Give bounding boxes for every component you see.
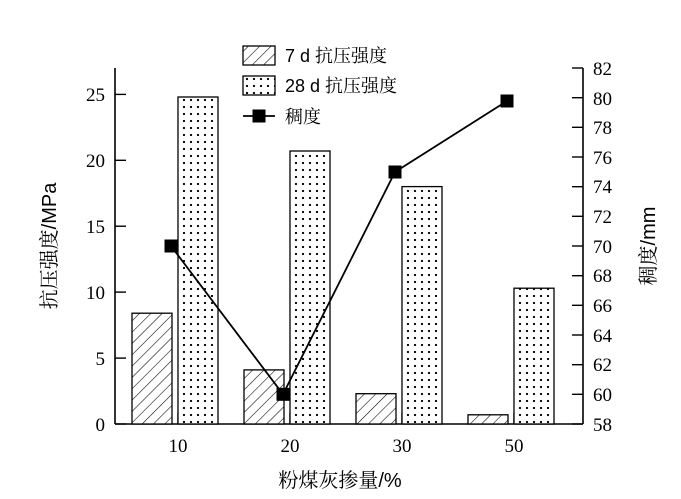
x-tick-label: 10 <box>168 436 188 457</box>
right-tick-label: 76 <box>593 148 612 169</box>
x-tick-label: 20 <box>280 436 300 457</box>
legend-label-consistency: 稠度 <box>285 107 321 127</box>
legend-label-7d: 7 d 抗压强度 <box>285 46 388 66</box>
left-axis-ticks <box>115 94 126 424</box>
left-tick-label: 5 <box>95 349 105 370</box>
x-axis-ticks <box>178 413 514 424</box>
right-tick-label: 72 <box>593 207 612 228</box>
right-tick-label: 74 <box>593 177 612 198</box>
y2-axis-title: 稠度/mm <box>638 206 660 286</box>
right-tick-label: 60 <box>593 385 612 406</box>
left-tick-label: 0 <box>95 415 105 436</box>
x-axis-tick-labels <box>169 436 524 457</box>
right-axis-ticks <box>572 68 583 424</box>
bar-7d-10 <box>132 313 172 424</box>
legend-swatch-28d <box>243 76 275 95</box>
line-marker <box>389 166 401 178</box>
y-axis-title: 抗压强度/MPa <box>39 182 61 310</box>
bar-28d-30 <box>402 187 442 424</box>
right-tick-label: 78 <box>593 118 612 139</box>
legend-label-28d: 28 d 抗压强度 <box>285 76 398 96</box>
bars-28d <box>178 97 554 424</box>
left-tick-label: 25 <box>86 85 105 106</box>
left-tick-label: 15 <box>86 217 105 238</box>
line-marker <box>277 388 289 400</box>
line-marker <box>501 95 513 107</box>
right-tick-label: 80 <box>593 89 612 110</box>
right-tick-label: 82 <box>593 59 612 80</box>
right-tick-label: 62 <box>593 355 612 376</box>
right-tick-label: 68 <box>593 266 612 287</box>
right-tick-label: 70 <box>593 237 612 258</box>
line-marker <box>165 240 177 252</box>
bar-28d-10 <box>178 97 218 424</box>
legend-swatch-7d <box>243 46 275 65</box>
right-axis-tick-labels <box>593 59 613 436</box>
left-tick-label: 20 <box>86 151 105 172</box>
x-axis-title: 粉煤灰掺量/% <box>278 470 402 492</box>
bar-28d-50 <box>514 288 554 424</box>
legend <box>243 46 397 127</box>
bar-7d-30 <box>356 394 396 424</box>
legend-swatch-consistency <box>253 110 265 122</box>
x-tick-label: 50 <box>504 436 524 457</box>
right-tick-label: 64 <box>593 326 612 347</box>
bar-7d-50 <box>468 415 508 424</box>
left-tick-label: 10 <box>86 283 105 304</box>
bar-28d-20 <box>290 151 330 424</box>
left-axis-tick-labels <box>86 85 105 436</box>
x-tick-label: 30 <box>392 436 412 457</box>
right-tick-label: 58 <box>593 415 612 436</box>
right-tick-label: 66 <box>593 296 612 317</box>
